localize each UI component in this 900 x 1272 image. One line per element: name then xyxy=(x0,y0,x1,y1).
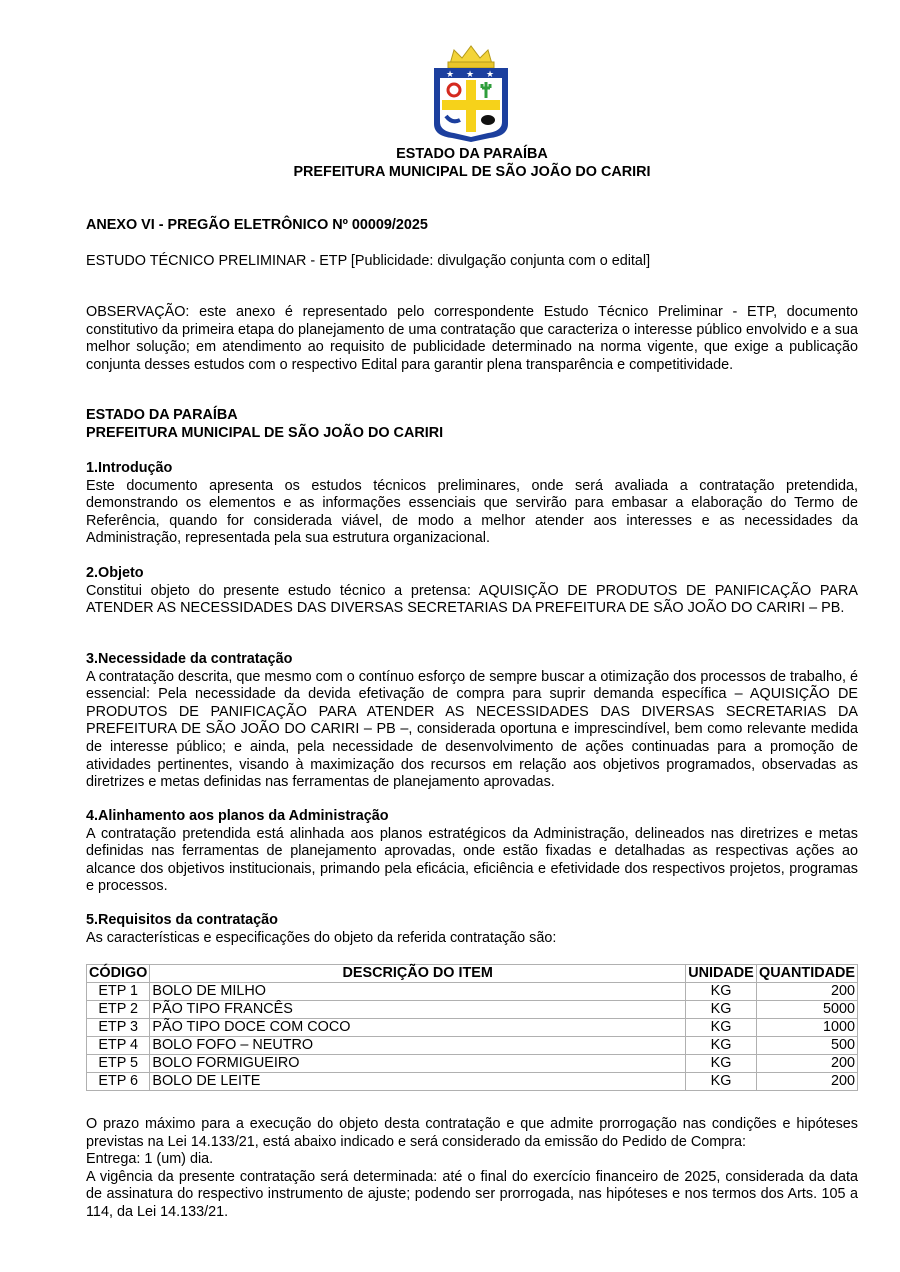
section-text: A contratação descrita, que mesmo com o contínuo esforço de sempre buscar a otimização dos processos de trabalho, é essencial: Pela necessidade da devida efetivação de compra para suprir demanda específica – AQUISIÇÃO DE PRODUTOS DE PANIFICAÇÃO PARA ATENDER AS NECESSIDADES DAS DIVERSAS SECRETARIAS DA PREFEITURA DE SÃO JOÃO DO CARIRI – PB –, considerada oportuna e imprescindível, bem como relevante medida de interesse público; e ainda, pela necessidade de desenvolvimento de ações continuadas para a promoção de atividades pertinentes, visando à maximização dos recursos em relação aos objetivos programados, observadas as diretrizes e metas definidas nas ferramentas de planejamento aprovadas. xyxy=(86,668,858,791)
header-unit: UNIDADE xyxy=(686,965,757,983)
table-row xyxy=(87,1073,858,1091)
header-description: DESCRIÇÃO DO ITEM xyxy=(150,965,686,983)
svg-text:★: ★ xyxy=(446,70,455,80)
svg-text:★: ★ xyxy=(466,70,475,80)
cell-code: ETP 6 xyxy=(87,1073,150,1091)
table-row xyxy=(87,1055,858,1073)
section-intro xyxy=(86,460,858,548)
cell-code: ETP 2 xyxy=(87,1001,150,1019)
section-need xyxy=(86,651,858,792)
cell-quantity: 500 xyxy=(757,1037,858,1055)
cell-code: ETP 1 xyxy=(87,983,150,1001)
cell-quantity: 200 xyxy=(757,1055,858,1073)
cell-code: ETP 3 xyxy=(87,1019,150,1037)
cell-unit: KG xyxy=(686,1019,757,1037)
cell-quantity: 5000 xyxy=(757,1001,858,1019)
cell-code: ETP 5 xyxy=(87,1055,150,1073)
header-municipality: PREFEITURA MUNICIPAL DE SÃO JOÃO DO CARIRI xyxy=(293,163,651,180)
delivery-line: Entrega: 1 (um) dia. xyxy=(86,1151,214,1168)
table-row xyxy=(87,1001,858,1019)
header-quantity: QUANTIDADE xyxy=(757,965,858,983)
sub-header xyxy=(86,407,858,442)
table-row xyxy=(87,983,858,1001)
header-code: CÓDIGO xyxy=(87,965,150,983)
section-object xyxy=(86,565,858,618)
table-row xyxy=(87,1037,858,1055)
section-text: As características e especificações do objeto da referida contratação são: xyxy=(86,929,557,946)
document-header xyxy=(86,146,858,181)
deadline-paragraph: O prazo máximo para a execução do objeto desta contratação e que admite prorrogação nas condições e hipóteses previstas na Lei 14.133/21, está abaixo indicado e será considerado da emissão do Pedido de Compra: xyxy=(86,1116,858,1150)
section-title: 3.Necessidade da contratação xyxy=(86,651,293,667)
cell-unit: KG xyxy=(686,1055,757,1073)
annex-title: ANEXO VI - PREGÃO ELETRÔNICO Nº 00009/2025 xyxy=(86,217,428,233)
cell-unit: KG xyxy=(686,1001,757,1019)
cell-description: BOLO DE LEITE xyxy=(150,1073,686,1091)
section-text: Constitui objeto do presente estudo técnico a pretensa: AQUISIÇÃO DE PRODUTOS DE PANIFICAÇÃO PARA ATENDER AS NECESSIDADES DAS DIVERSAS SECRETARIAS DA PREFEITURA DE SÃO JOÃO DO CARIRI – PB. xyxy=(86,582,858,617)
items-table-wrapper xyxy=(86,964,858,1091)
section-title: 4.Alinhamento aos planos da Administração xyxy=(86,808,389,824)
cell-description: PÃO TIPO FRANCÊS xyxy=(150,1001,686,1019)
cell-description: BOLO FORMIGUEIRO xyxy=(150,1055,686,1073)
section-alignment xyxy=(86,808,858,896)
cell-unit: KG xyxy=(686,983,757,1001)
section-requirements xyxy=(86,912,858,947)
sub-header-municipality: PREFEITURA MUNICIPAL DE SÃO JOÃO DO CARIRI xyxy=(86,424,444,441)
table-header-row xyxy=(87,965,858,983)
study-line: ESTUDO TÉCNICO PRELIMINAR - ETP [Publicidade: divulgação conjunta com o edital] xyxy=(86,253,651,269)
section-text: A contratação pretendida está alinhada aos planos estratégicos da Administração, delineados nas diretrizes e metas definidas nas ferramentas de planejamento aprovadas, onde estão fixadas e detalhadas as respectivas ações ao alcance dos objetivos institucionais, primando pela eficácia, eficiência e efetividade dos respectivos projetos, programas e processos. xyxy=(86,825,858,895)
observation-paragraph: OBSERVAÇÃO: este anexo é representado pelo correspondente Estudo Técnico Preliminar - ETP, documento constitutivo da primeira etapa do planejamento de uma contratação que caracteriza o interesse público envolvido e a sua melhor solução; em atendimento ao requisito de publicidade determinado na norma vigente, que exige a publicação conjunta desses estudos com o respectivo Edital para garantir plena transparência e competitividade. xyxy=(86,304,858,373)
section-title: 2.Objeto xyxy=(86,565,144,581)
items-table xyxy=(86,964,858,1091)
cell-code: ETP 4 xyxy=(87,1037,150,1055)
cell-description: BOLO DE MILHO xyxy=(150,983,686,1001)
cell-unit: KG xyxy=(686,1073,757,1091)
cell-description: BOLO FOFO – NEUTRO xyxy=(150,1037,686,1055)
cell-unit: KG xyxy=(686,1037,757,1055)
cell-quantity: 1000 xyxy=(757,1019,858,1037)
table-row xyxy=(87,1019,858,1037)
municipal-coat-of-arms-icon xyxy=(428,44,514,144)
header-state: ESTADO DA PARAÍBA xyxy=(396,146,548,162)
sub-header-state: ESTADO DA PARAÍBA xyxy=(86,407,238,423)
svg-text:★: ★ xyxy=(486,70,495,80)
section-title: 1.Introdução xyxy=(86,460,173,476)
section-text: Este documento apresenta os estudos técnicos preliminares, onde será avaliada a contratação pretendida, demonstrando os elementos e as informações essenciais que servirão para embasar a elaboração do Termo de Referência, quando for considerada viável, de modo a melhor atender aos interesses e as necessidades da Administração, representada pela sua estrutura organizacional. xyxy=(86,477,858,547)
cell-quantity: 200 xyxy=(757,1073,858,1091)
cell-description: PÃO TIPO DOCE COM COCO xyxy=(150,1019,686,1037)
cell-quantity: 200 xyxy=(757,983,858,1001)
section-title: 5.Requisitos da contratação xyxy=(86,912,278,928)
closing-block xyxy=(86,1116,858,1222)
validity-paragraph: A vigência da presente contratação será determinada: até o final do exercício financeiro de 2025, considerada da data de assinatura do respectivo instrumento de ajuste; podendo ser prorrogada, nas hipóteses e nos termos dos Arts. 105 a 114, da Lei 14.133/21. xyxy=(86,1168,858,1220)
